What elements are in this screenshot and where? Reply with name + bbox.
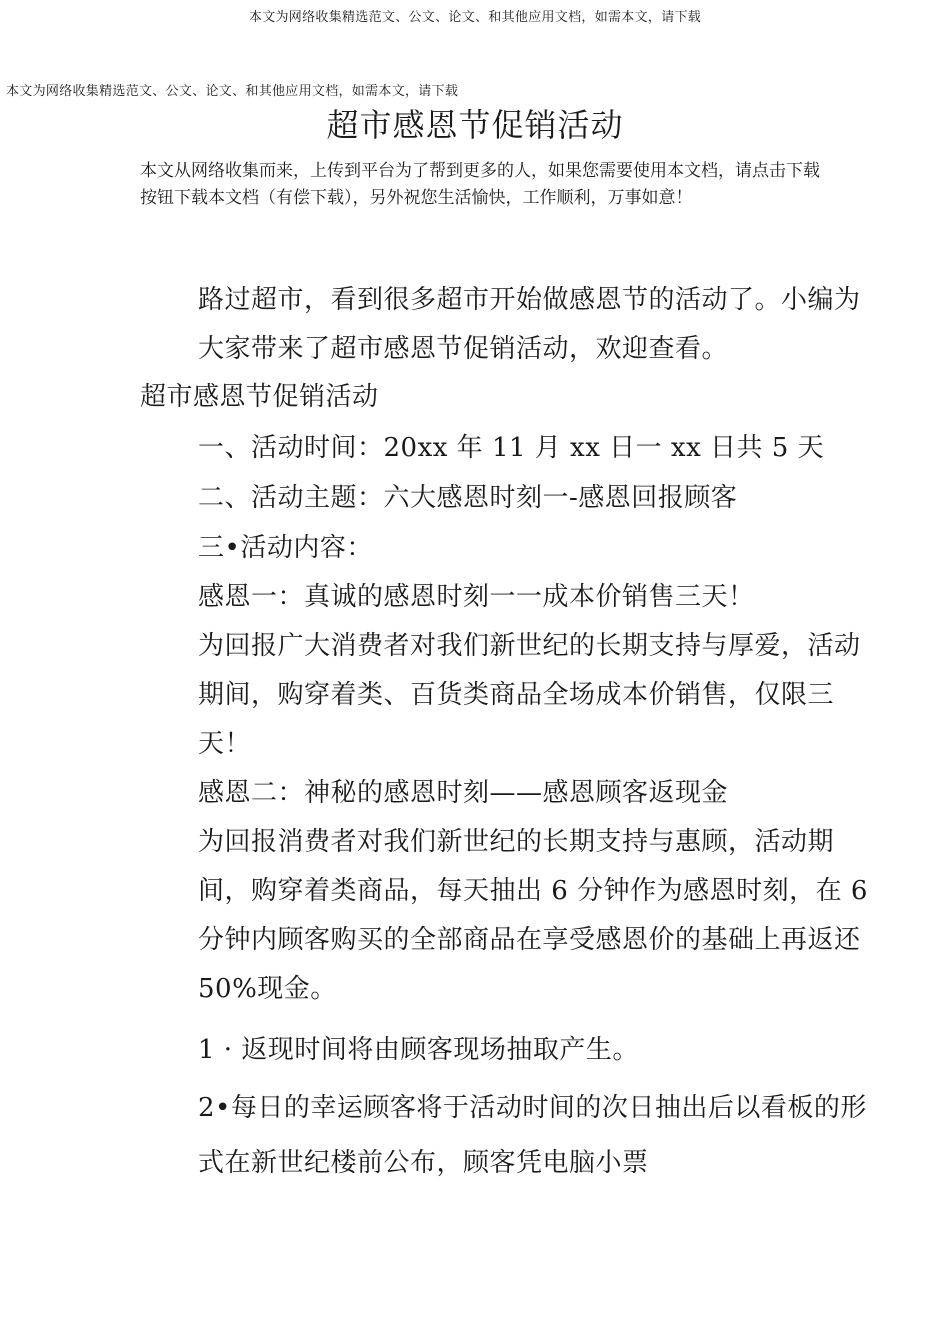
paragraph-activity-theme: 二、活动主题：六大感恩时刻一-感恩回报顾客 [198,483,738,513]
paragraph-gratitude-one: 感恩一：真诚的感恩时刻一一成本价销售三天！ [198,582,755,612]
paragraph-gratitude-two-detail: 为回报消费者对我们新世纪的长期支持与惠顾，活动期间，购穿着类商品，每天抽出 6 分钟作为感恩时刻，在 6 分钟内顾客购买的全部商品在享受感恩价的基础上再返还 50%现金。 [198,827,868,1004]
list-item-1: 1 · 返现时间将由顾客现场抽取产生。 [198,1035,639,1065]
paragraph-activity-content: 三•活动内容： [198,533,373,563]
source-note: 本文为网络收集精选范文、公文、论文、和其他应用文档，如需本文，请下载 [6,84,459,99]
paragraph-activity-time: 一、活动时间：20xx 年 11 月 xx 日一 xx 日共 5 天 [198,433,825,463]
section-heading: 超市感恩节促销活动 [140,382,379,412]
list-item-2: 2•每日的幸运顾客将于活动时间的次日抽出后以看板的形式在新世纪楼前公布，顾客凭电脑小票 [198,1093,867,1178]
intro-paragraph: 本文从网络收集而来，上传到平台为了帮到更多的人，如果您需要使用本文档，请点击下载按钮下载本文档（有偿下载），另外祝您生活愉快，工作顺利，万事如意！ [140,161,820,208]
document-title: 超市感恩节促销活动 [326,106,624,144]
page-header-note: 本文为网络收集精选范文、公文、论文、和其他应用文档，如需本文，请下载 [248,10,702,25]
paragraph-gratitude-one-detail: 为回报广大消费者对我们新世纪的长期支持与厚爱，活动期间，购穿着类、百货类商品全场成本价销售，仅限三天！ [198,631,861,759]
paragraph-intro: 路过超市，看到很多超市开始做感恩节的活动了。小编为大家带来了超市感恩节促销活动，欢迎查看。 [198,285,861,364]
paragraph-gratitude-two: 感恩二：神秘的感恩时刻——感恩顾客返现金 [198,778,729,808]
